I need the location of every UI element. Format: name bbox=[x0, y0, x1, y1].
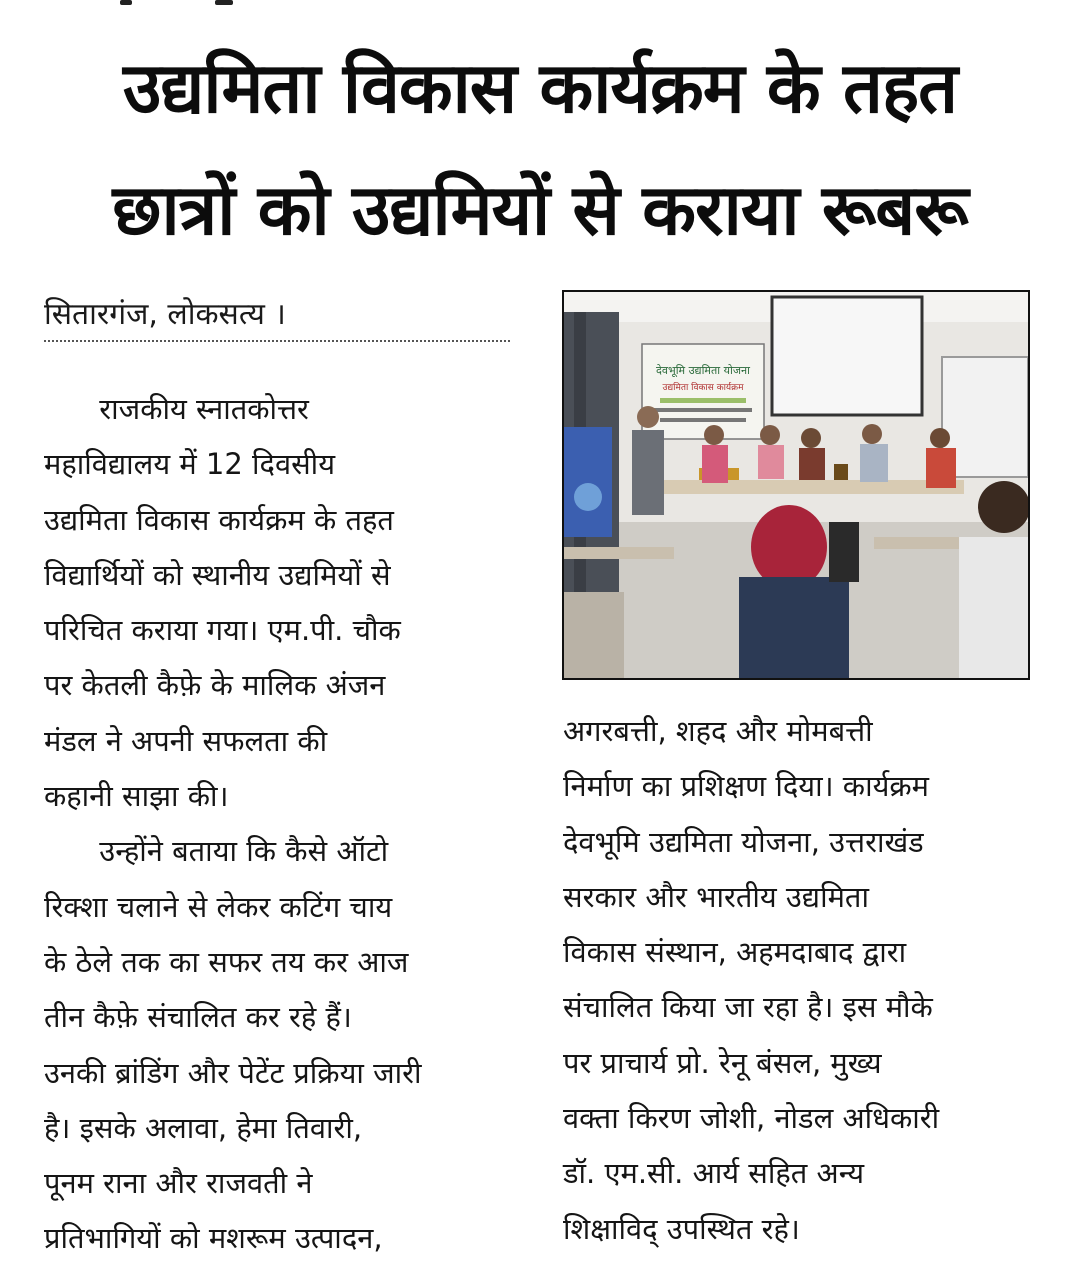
column-line: उद्यमिता विकास कार्यक्रम के तहत bbox=[44, 502, 394, 537]
column-line: पर प्राचार्य प्रो. रेनू बंसल, मुख्य bbox=[563, 1045, 882, 1080]
article-column-2 bbox=[563, 704, 1033, 1257]
column-line: के ठेले तक का सफर तय कर आज bbox=[44, 944, 409, 979]
column-line: कहानी साझा की। bbox=[44, 779, 229, 814]
column-line: देवभूमि उद्यमिता योजना, उत्तराखंड bbox=[563, 824, 924, 859]
column-line: पूनम राना और राजवती ने bbox=[44, 1166, 313, 1201]
column-line: परिचित कराया गया। एम.पी. चौक bbox=[44, 613, 401, 648]
page-top-mark bbox=[120, 0, 240, 6]
column-line: उन्होंने बताया कि कैसे ऑटो bbox=[44, 834, 389, 869]
headline-line-1: उद्यमिता विकास कार्यक्रम के तहत bbox=[122, 47, 958, 129]
event-photo bbox=[562, 290, 1030, 680]
column-line: विकास संस्थान, अहमदाबाद द्वारा bbox=[563, 935, 907, 970]
column-line: विद्यार्थियों को स्थानीय उद्यमियों से bbox=[44, 557, 391, 592]
column-line: अगरबत्ती, शहद और मोमबत्ती bbox=[563, 714, 873, 748]
column-line: मंडल ने अपनी सफलता की bbox=[44, 723, 328, 758]
column-line: तीन कैफ़े संचालित कर रहे हैं। bbox=[44, 1000, 352, 1035]
headline-line-2: छात्रों को उद्यमियों से कराया रूबरू bbox=[112, 169, 968, 251]
banner-subtitle: उद्यमिता विकास कार्यक्रम bbox=[662, 383, 744, 393]
dateline: सितारगंज, लोकसत्य । bbox=[44, 297, 286, 332]
article-column-1 bbox=[44, 382, 514, 1267]
column-line: राजकीय स्नातकोत्तर bbox=[44, 392, 309, 426]
column-line: सरकार और भारतीय उद्यमिता bbox=[563, 879, 869, 914]
column-line: है। इसके अलावा, हेमा तिवारी, bbox=[44, 1110, 363, 1145]
column-line: संचालित किया जा रहा है। इस मौके bbox=[563, 990, 933, 1025]
column-line: डॉ. एम.सी. आर्य सहित अन्य bbox=[563, 1156, 865, 1191]
column-line: शिक्षाविद् उपस्थित रहे। bbox=[563, 1211, 800, 1246]
column-line: प्रतिभागियों को मशरूम उत्पादन, bbox=[44, 1221, 383, 1256]
column-line: पर केतली कैफ़े के मालिक अंजन bbox=[44, 668, 386, 703]
column-line: निर्माण का प्रशिक्षण दिया। कार्यक्रम bbox=[563, 769, 930, 804]
column-line: रिक्शा चलाने से लेकर कटिंग चाय bbox=[44, 889, 393, 924]
dateline-divider bbox=[44, 340, 510, 342]
column-line: उनकी ब्रांडिंग और पेटेंट प्रक्रिया जारी bbox=[44, 1055, 422, 1090]
column-line: महाविद्यालय में 12 दिवसीय bbox=[44, 447, 336, 482]
column-line: वक्ता किरण जोशी, नोडल अधिकारी bbox=[563, 1101, 940, 1136]
banner-title: देवभूमि उद्यमिता योजना bbox=[656, 364, 750, 377]
